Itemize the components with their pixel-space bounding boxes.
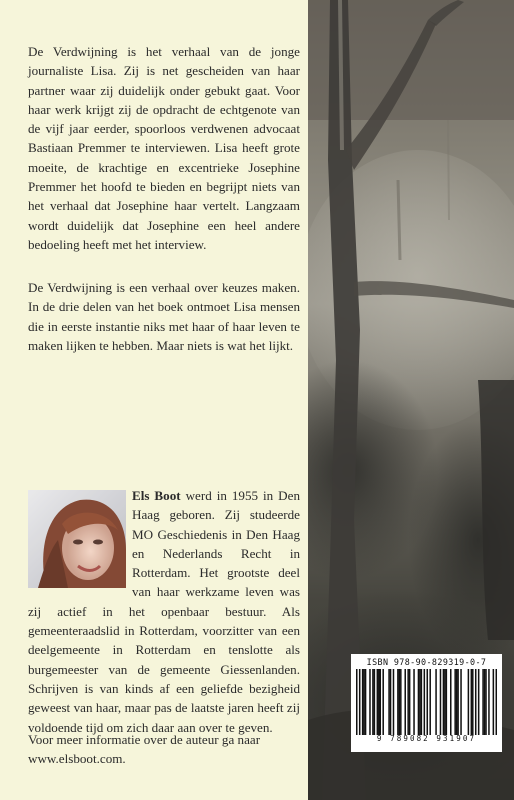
- barcode-bar: [399, 669, 401, 735]
- barcode-bar: [475, 669, 477, 735]
- barcode-bar: [450, 669, 452, 735]
- barcode-bar: [496, 669, 497, 735]
- barcode-bar: [478, 669, 480, 735]
- barcode-bar: [429, 669, 431, 735]
- author-bio: [28, 486, 300, 737]
- blurb-paragraph-1: De Verdwijning is het verhaal van de jonge journaliste Lisa. Zij is net gescheiden van haar partner waar zij duidelijk onder gebukt gaat. Voor haar werk krijgt zij de opdracht de echtgenote van de vijf jaar eerder, spoorloos verdwenen advocaat Bastiaan Premmer te interviewen. Lisa heeft grote moeite, de krachtige en excentrieke Josephine Premmer het hoofd te bieden en begrijpt niets van het verhaal dat Josephine haar vertelt. Langzaam wordt duidelijk dat Josephine een heel andere bedoeling heeft met het interview.: [28, 44, 300, 252]
- isbn-barcode: [351, 654, 502, 752]
- barcode-bar: [388, 669, 390, 735]
- barcode-bar: [365, 669, 367, 735]
- barcode-bar: [485, 669, 487, 735]
- barcode-bar: [380, 669, 382, 735]
- barcode-bar: [421, 669, 423, 735]
- barcode-bar: [471, 669, 473, 735]
- barcode-bar: [484, 669, 486, 735]
- barcode-bar: [427, 669, 429, 735]
- barcode-bar: [472, 669, 474, 735]
- barcode-bar: [440, 669, 442, 735]
- barcode-bars-icon: [356, 669, 497, 735]
- barcode-bar: [390, 669, 392, 735]
- blurb-paragraph-2: De Verdwijning is een verhaal over keuzes maken. In de drie delen van het boek ontmoet Lisa mensen die in eerste instantie niks met haar of haar leven te maken lijken te hebben. Maar niets is wat het lijkt.: [28, 280, 300, 353]
- barcode-bar: [488, 669, 490, 735]
- barcode-bar: [418, 669, 420, 735]
- barcode-bar: [456, 669, 458, 735]
- isbn-label: ISBN 978-90-829319-0-7: [366, 657, 487, 667]
- barcode-bar: [454, 669, 456, 735]
- barcode-bar: [356, 669, 358, 735]
- barcode-digits: 9 789082 931907: [376, 734, 477, 743]
- barcode-bar: [362, 669, 364, 735]
- barcode-bar: [424, 669, 426, 735]
- barcode-bar: [468, 669, 470, 735]
- barcode-bar: [382, 669, 384, 735]
- barcode-bar: [444, 669, 446, 735]
- barcode-bar: [404, 669, 406, 735]
- barcode-bar: [419, 669, 421, 735]
- barcode-bar: [409, 669, 411, 735]
- barcode-bar: [493, 669, 495, 735]
- barcode-bar: [443, 669, 445, 735]
- barcode-bar: [359, 669, 361, 735]
- author-more-info: Voor meer informatie over de auteur ga naar www.elsboot.com.: [28, 732, 261, 767]
- barcode-bar: [393, 669, 395, 735]
- barcode-bar: [372, 669, 374, 735]
- barcode-bar: [400, 669, 402, 735]
- barcode-bar: [446, 669, 448, 735]
- author-name: Els Boot: [132, 488, 181, 503]
- barcode-bar: [374, 669, 376, 735]
- barcode-bar: [435, 669, 437, 735]
- barcode-bar: [397, 669, 399, 735]
- barcode-bar: [413, 669, 415, 735]
- barcode-bar: [369, 669, 371, 735]
- barcode-bar: [363, 669, 365, 735]
- barcode-bar: [407, 669, 409, 735]
- author-bio-text: werd in 1955 in Den Haag geboren. Zij studeerde MO Geschiedenis in Den Haag en Nederlands Recht in Rotterdam. Het grootste deel van haar werkzame leven was zij actief in het openbaar bestuur. Als gemeenteraadslid in Rotterdam, voorzitter van een deelgemeente in Rotterdam en tenslotte als burgemeester van de gemeente Giessenlanden. Schrijven is van kinds af een geliefde bezigheid geweest van haar, maar pas de laatste jaren heeft zij voldoende tijd om zich daar aan over te geven.: [28, 488, 300, 735]
- barcode-bar: [482, 669, 484, 735]
- barcode-bar: [460, 669, 462, 735]
- barcode-bar: [377, 669, 379, 735]
- barcode-bar: [378, 669, 380, 735]
- barcode-bar: [457, 669, 459, 735]
